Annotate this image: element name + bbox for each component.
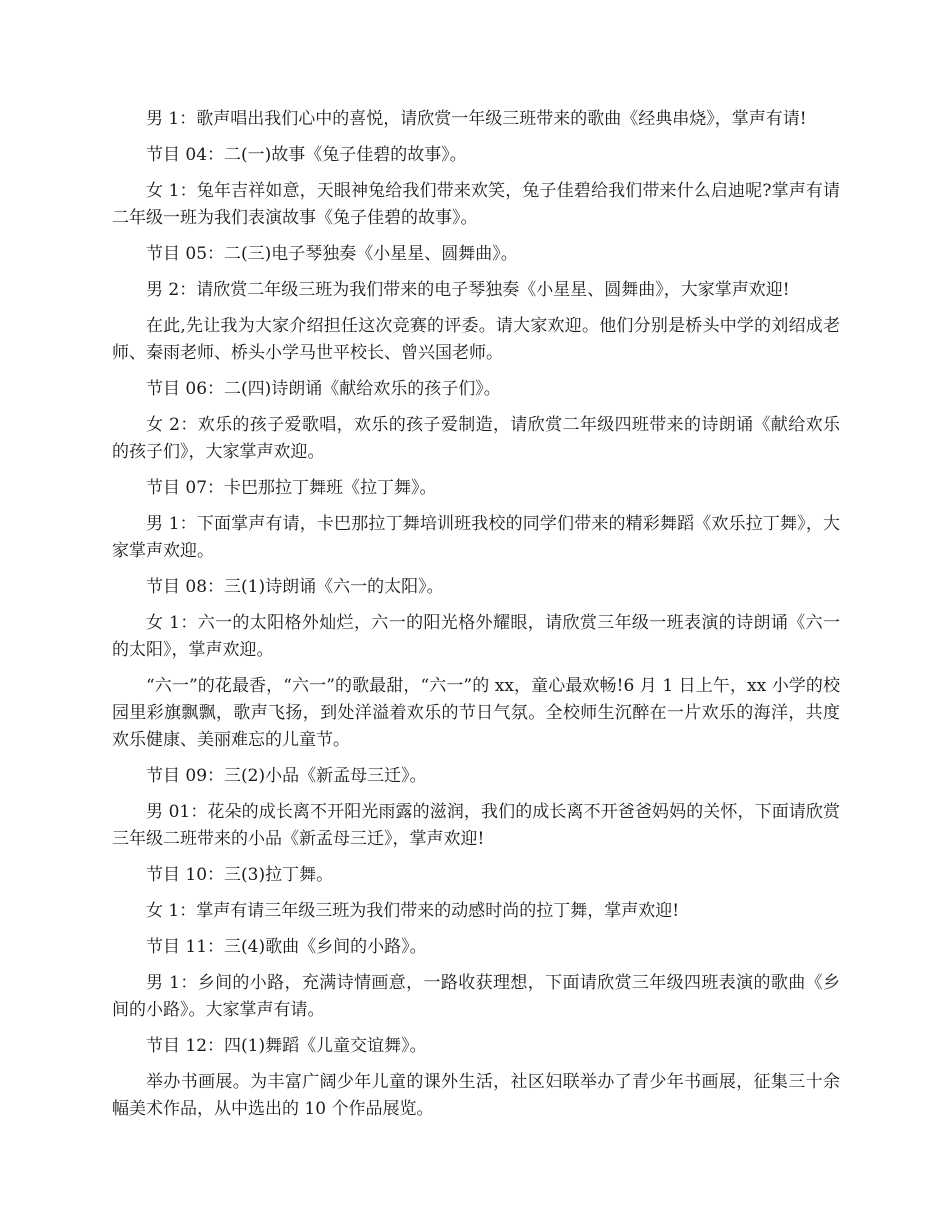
paragraph: 节目 12：四(1)舞蹈《儿童交谊舞》。 xyxy=(146,1036,427,1056)
paragraph: 举办书画展。为丰富广阔少年儿童的课外生活，社区妇联举办了青少年书画展，征集三十余幅美术作品，从中选出的 10 个作品展览。 xyxy=(112,1072,840,1119)
paragraph: 节目 06：二(四)诗朗诵《献给欢乐的孩子们》。 xyxy=(146,379,501,399)
paragraph: “六一”的花最香，“六一”的歌最甜，“六一”的 xx，童心最欢畅!6 月 1 日上午，xx 小学的校园里彩旗飘飘，歌声飞扬，到处洋溢着欢乐的节日气氛。全校师生沉醉在一片欢乐的海洋，共度欢乐健康、美丽难忘的儿童节。 xyxy=(112,676,840,750)
paragraph: 男 1：乡间的小路，充满诗情画意，一路收获理想，下面请欣赏三年级四班表演的歌曲《乡间的小路》。大家掌声有请。 xyxy=(112,973,840,1020)
paragraph: 男 2：请欣赏二年级三班为我们带来的电子琴独奏《小星星、圆舞曲》，大家掌声欢迎! xyxy=(146,280,790,300)
document-body xyxy=(112,106,840,1132)
paragraph: 节目 09：三(2)小品《新孟母三迁》。 xyxy=(146,766,427,786)
paragraph: 节目 10：三(3)拉丁舞。 xyxy=(146,865,334,885)
paragraph: 女 1：掌声有请三年级三班为我们带来的动感时尚的拉丁舞，掌声欢迎! xyxy=(146,901,680,921)
paragraph: 节目 05：二(三)电子琴独奏《小星星、圆舞曲》。 xyxy=(146,244,518,264)
paragraph: 女 2：欢乐的孩子爱歌唱，欢乐的孩子爱制造，请欣赏二年级四班带来的诗朗诵《献给欢乐的孩子们》，大家掌声欢迎。 xyxy=(112,415,840,462)
paragraph: 男 01：花朵的成长离不开阳光雨露的滋润，我们的成长离不开爸爸妈妈的关怀，下面请欣赏三年级二班带来的小品《新孟母三迁》，掌声欢迎! xyxy=(112,802,840,849)
paragraph: 男 1：歌声唱出我们心中的喜悦，请欣赏一年级三班带来的歌曲《经典串烧》，掌声有请! xyxy=(146,109,807,129)
paragraph: 节目 11：三(4)歌曲《乡间的小路》。 xyxy=(146,937,427,957)
paragraph: 女 1：六一的太阳格外灿烂，六一的阳光格外耀眼，请欣赏三年级一班表演的诗朗诵《六一的太阳》，掌声欢迎。 xyxy=(112,613,840,660)
paragraph: 节目 04：二(一)故事《兔子佳碧的故事》。 xyxy=(146,145,467,165)
paragraph: 节目 07：卡巴那拉丁舞班《拉丁舞》。 xyxy=(146,478,437,498)
paragraph: 在此,先让我为大家介绍担任这次竞赛的评委。请大家欢迎。他们分别是桥头中学的刘绍成老师、秦雨老师、桥头小学马世平校长、曾兴国老师。 xyxy=(112,316,840,363)
paragraph: 女 1：兔年吉祥如意，天眼神兔给我们带来欢笑，兔子佳碧给我们带来什么启迪呢?掌声有请二年级一班为我们表演故事《兔子佳碧的故事》。 xyxy=(112,181,840,228)
paragraph: 节目 08：三(1)诗朗诵《六一的太阳》。 xyxy=(146,577,444,597)
paragraph: 男 1：下面掌声有请，卡巴那拉丁舞培训班我校的同学们带来的精彩舞蹈《欢乐拉丁舞》，大家掌声欢迎。 xyxy=(112,514,840,561)
